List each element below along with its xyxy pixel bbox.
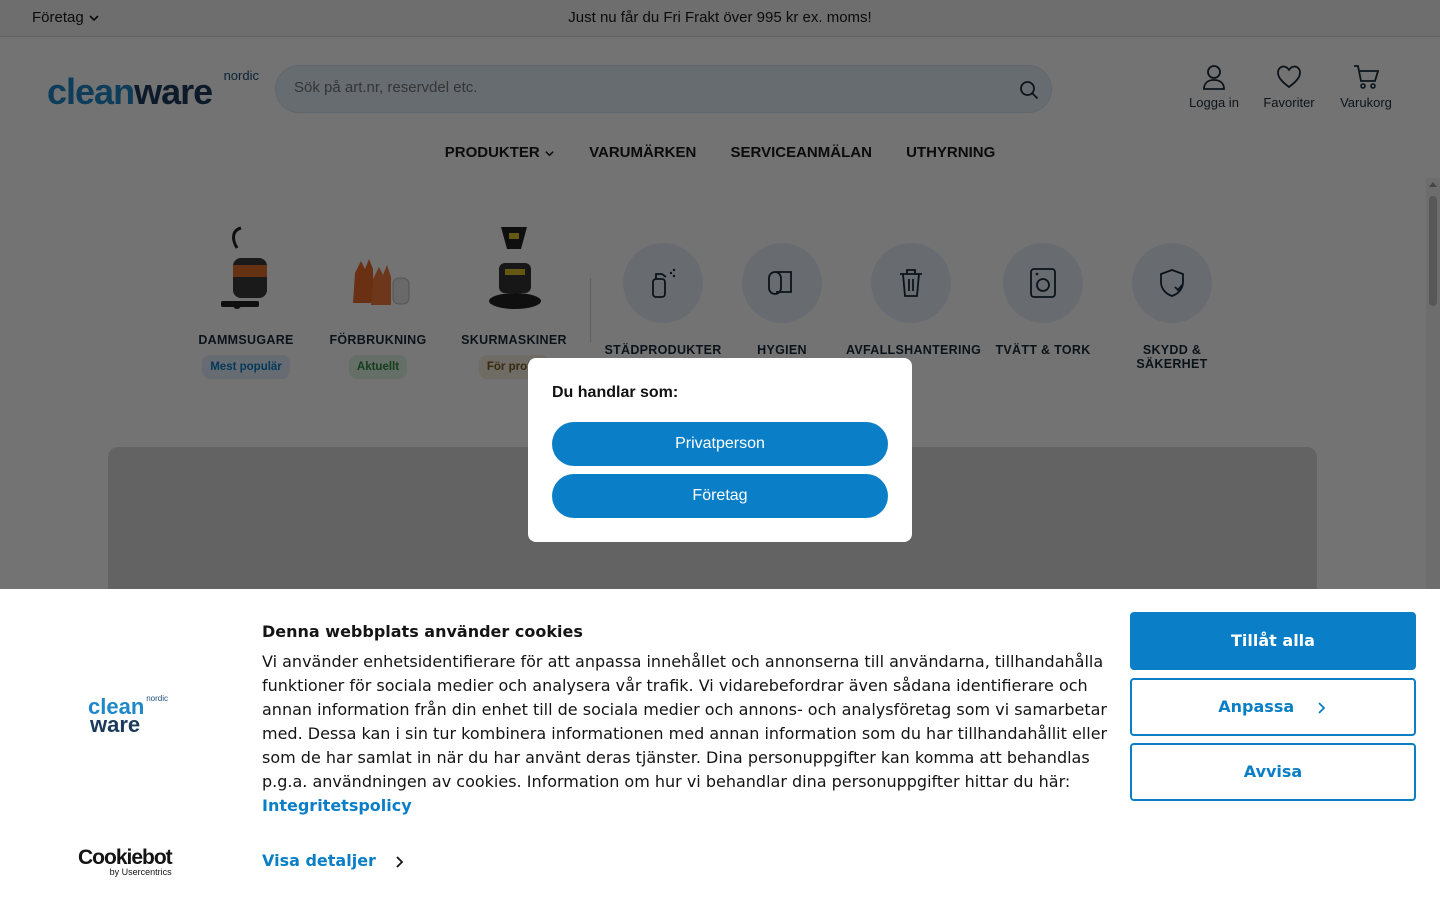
cookie-banner [0, 589, 1440, 900]
cookie-site-logo [88, 694, 172, 737]
cookie-logo-sub: nordic [146, 694, 168, 703]
privacy-policy-link[interactable]: Integritetspolicy [262, 796, 412, 815]
cookie-text [262, 650, 1112, 818]
allow-all-button[interactable]: Tillåt alla [1130, 612, 1416, 670]
business-button[interactable]: Företag [552, 474, 888, 518]
customize-label: Anpassa [1218, 697, 1295, 716]
chevron-right-icon [1314, 701, 1328, 715]
chevron-right-icon [392, 855, 406, 869]
cookie-logo-line2: ware [90, 712, 141, 737]
cookie-body: Vi använder enhetsidentifierare för att anpassa innehållet och annonserna till användarna, tillhandahålla funktioner för sociala medier och analysera vår trafik. Vi vidarebefordrar även sådana identifierare och annan information från din enhet till de sociala medier och annons- och analysföretag som vi samarbetar med. Dessa kan i sin tur kombinera informationen med annan information som du har tillhandahållit eller som de har samlat in när du har använt deras tjänster. Dina personuppgifter kan komma att behandlas p.g.a. användningen av cookies. Information om hur vi behandlar dina personuppgifter hittar du här: [262, 652, 1108, 791]
cookiebot-logo [78, 846, 172, 877]
cookiebot-brand: Cookiebot [78, 846, 172, 869]
customer-type-dialog [528, 358, 912, 542]
dialog-title: Du handlar som: [552, 384, 679, 401]
cookie-logo-line1: clean [88, 694, 145, 719]
show-details-link[interactable] [262, 851, 406, 870]
cookiebot-brand-sub: by Usercentrics [109, 867, 172, 877]
private-person-button[interactable]: Privatperson [552, 422, 888, 466]
customize-button[interactable] [1130, 678, 1416, 736]
cookie-title: Denna webbplats använder cookies [262, 622, 583, 641]
show-details-label: Visa detaljer [262, 851, 376, 870]
reject-button[interactable]: Avvisa [1130, 743, 1416, 801]
